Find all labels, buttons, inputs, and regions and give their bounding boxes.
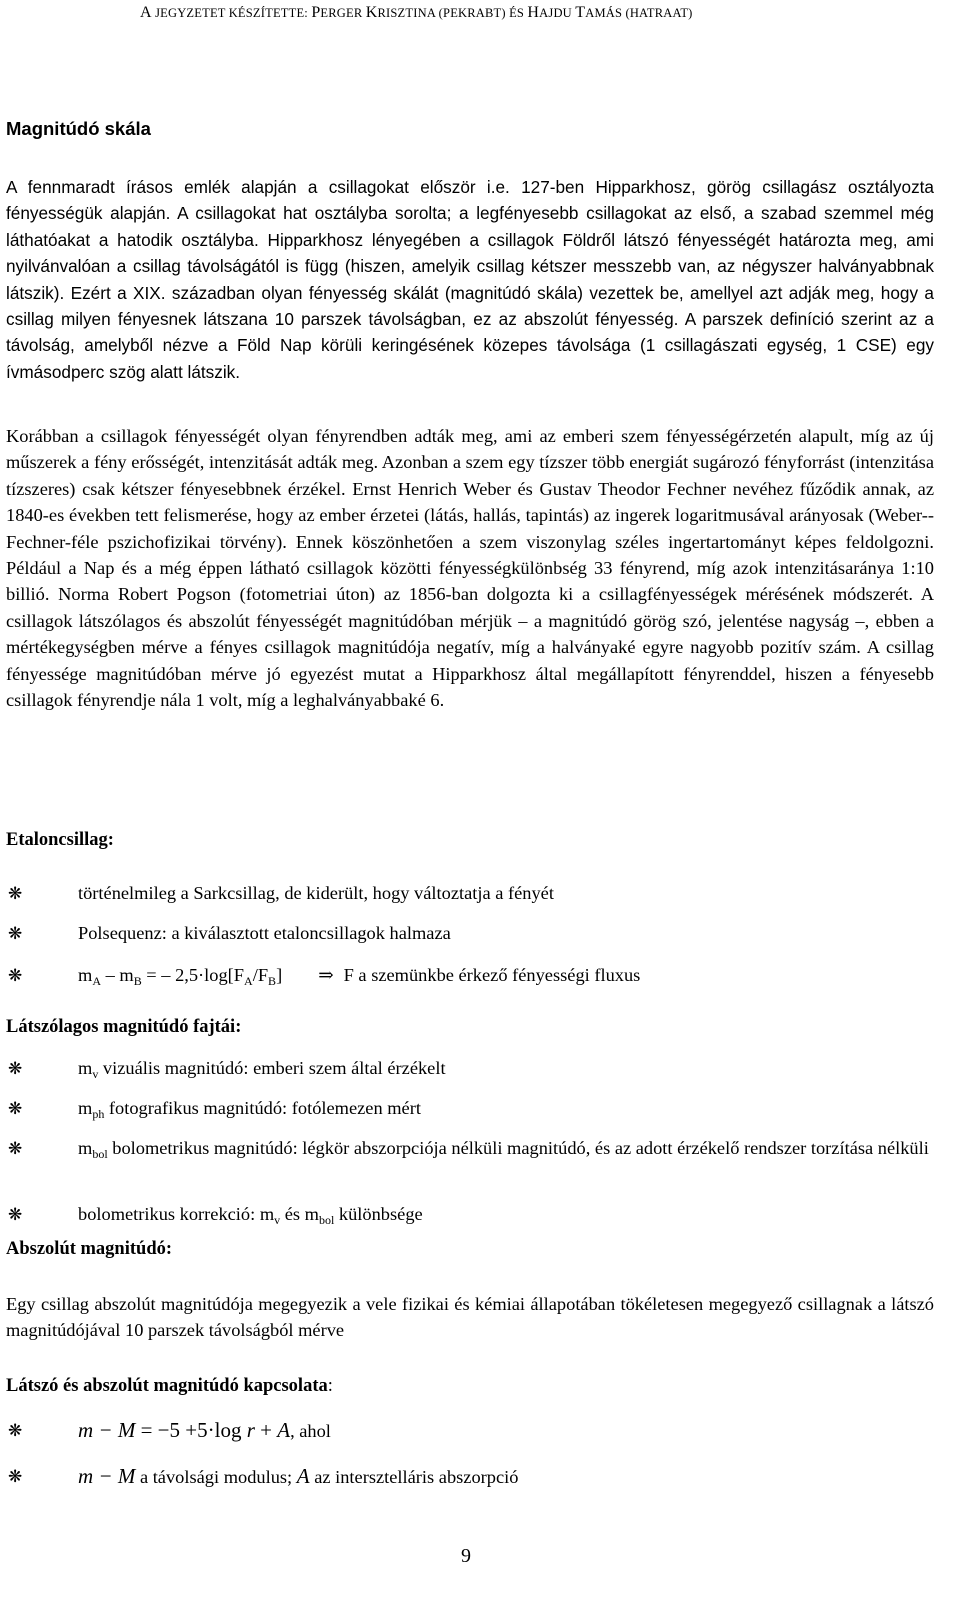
equation-part: , ahol [290, 1421, 331, 1441]
asterisk-bullet-icon: ❋ [8, 924, 23, 943]
item-description: bolometrikus korrekció: m [78, 1204, 275, 1224]
absolute-paragraph: Egy csillag abszolút magnitúdója megegyezik a vele fizikai és kémiai állapotában tökéletesen megegyező csillagnak a látszó magnitúdójával 10 parszek távolságból mérve [6, 1294, 934, 1341]
section-heading-absolute: Abszolút magnitúdó: [6, 1239, 173, 1259]
equation-part: r [246, 1418, 255, 1442]
symbol: m [78, 1058, 93, 1078]
item-description: különbsége [334, 1204, 423, 1224]
asterisk-bullet-icon: ❋ [8, 1099, 23, 1118]
header-text: JEGYZETET KÉSZÍTETTE: [155, 6, 312, 20]
asterisk-bullet-icon: ❋ [8, 1421, 23, 1440]
heading-text: Látszó és abszolút magnitúdó kapcsolata [6, 1376, 328, 1396]
asterisk-bullet-icon: ❋ [8, 1059, 23, 1078]
item-description: és m [280, 1204, 319, 1224]
item-description: fotografikus magnitúdó: fotólemezen mért [104, 1098, 421, 1118]
asterisk-bullet-icon: ❋ [8, 1205, 23, 1224]
formula-subscript: A [92, 974, 101, 988]
formula-part: = – 2,5·log[F [141, 965, 245, 985]
header-text: P [311, 4, 321, 21]
equation-part: m − M [78, 1464, 136, 1488]
list-item-text [78, 1201, 934, 1227]
formula-part: – m [100, 965, 134, 985]
formula-subscript: A [244, 974, 253, 988]
section-heading-etalon: Etaloncsillag: [6, 830, 114, 850]
section-title: Magnitúdó skála [6, 118, 151, 139]
symbol: m [78, 1098, 93, 1118]
section-heading-types: Látszólagos magnitúdó fajtái: [6, 1017, 242, 1037]
equation-part: + [254, 1418, 278, 1442]
equation-part: A [296, 1464, 310, 1488]
symbol-subscript: bol [92, 1147, 108, 1161]
formula-part: /F [252, 965, 269, 985]
asterisk-bullet-icon: ❋ [8, 884, 23, 903]
header-text: K [365, 4, 378, 21]
formula-part: m [78, 965, 93, 985]
symbol-subscript: ph [92, 1107, 105, 1121]
header-text: A [140, 4, 156, 21]
symbol-subscript: v [274, 1213, 281, 1227]
list-item-text [78, 1095, 934, 1121]
asterisk-bullet-icon: ❋ [8, 1467, 23, 1486]
item-description: a távolsági modulus; [135, 1467, 297, 1487]
item-description: az intersztelláris abszorpció [309, 1467, 519, 1487]
formula-part: ] [276, 965, 283, 985]
asterisk-bullet-icon: ❋ [8, 1139, 23, 1158]
header-text: H [527, 4, 540, 21]
header-text: T [575, 4, 586, 21]
intro-paragraph: A fennmaradt írásos emlék alapján a csillagokat először i.e. 127-ben Hipparkhosz, görög csillagász osztályozta fényességük alapján. A csillagokat hat osztályba sorolta; a legfényesebb csillagokat az első, a szabad szemmel még láthatóakat a hatodik osztályba. Hipparkhosz lényegében a csillagok Földről látszó fényességét határozta meg, ami nyilvánvalóan a csillag távolságától is függ (hiszen, amelyik csillag kétszer messzebb van, az négyszer halványabbnak látszik). Ezért a XIX. században olyan fényesség skálát (magnitúdó skála) vezettek be, amellyel azt adják meg, hogy a csillag milyen fényesnek látszana 10 parszek távolságban, ez az abszolút fényesség. A parszek definíció szerint az a távolság, amelyből nézve a Föld Nap körüli keringésének közepes távolsága (1 csillagászati egység, 1 CSE) egy ívmásodperc szög alatt látszik. [6, 177, 934, 382]
asterisk-bullet-icon: ❋ [8, 966, 23, 985]
list-item-text: történelmileg a Sarkcsillag, de kiderült, hogy változtatja a fényét [78, 883, 554, 903]
list-item-text [78, 1135, 934, 1161]
implies-arrow-icon: ⇒ [318, 965, 334, 985]
formula-description: F a szemünkbe érkező fényességi fluxus [343, 965, 641, 985]
equation-part: A [277, 1418, 291, 1442]
history-paragraph: Korábban a csillagok fényességét olyan fényrendben adták meg, ami az emberi szem fényességérzetén alapult, míg az új műszerek a fény erősségét, intenzitását adták meg. Azonban a szem egy tízszer több energiát sugározó fényforrást (intenzitása tízszeres) csak kétszer fényesebbnek érzékel. Ernst Henrich Weber és Gustav Theodor Fechner nevéhez fűződik annak, az 1840-es években tett felismerése, hogy az ember érzetei (látás, hallás, tapintás) az ingerek logaritmusával arányosak (Weber--Fechner-féle pszichofizikai törvény). Ennek köszönhetően a szem viszonylag széles ingertartományt képes feldolgozni. Például a Nap és a még éppen látható csillagok közötti fényességkülönbség 33 fényrend, míg azok intenzitásaránya 1:10 billió. Norma Robert Pogson (fotometriai úton) az 1856-ban dolgozta ki a csillagfényességek mérésének módszerét. A csillagok látszólagos és abszolút fényességét magnitúdóban mérjük – a magnitúdó görög szó, jelentése nagyság –, ebben a mértékegységben mérve a fényes csillagok magnitúdója negatív, míg a halványaké egyre nagyobb pozitív szám. A csillag fényessége magnitúdóban mérve jó egyezést mutat a Hipparkhosz által megállapított fényrenddel, hiszen a fényesebb csillagok fényrendje nála 1 volt, míg a leghalványabbaké 6. [6, 426, 934, 711]
formula-subscript: B [133, 974, 142, 988]
item-description: vizuális magnitúdó: emberi szem által érzékelt [98, 1058, 446, 1078]
equation-part: = −5 +5·log [135, 1418, 247, 1442]
page-header [140, 4, 935, 22]
header-text: ERGER [320, 6, 366, 20]
symbol-subscript: bol [318, 1213, 335, 1227]
heading-colon: : [327, 1376, 333, 1396]
item-description: bolometrikus magnitúdó: légkör abszorpciója nélküli magnitúdó, és az adott érzékelő rendszer torzítása nélküli [107, 1138, 929, 1158]
header-text: AJDU [539, 6, 576, 20]
header-text: AMÁS (HATRAAT) [585, 6, 693, 20]
symbol-subscript: v [92, 1067, 99, 1081]
pogson-formula [78, 962, 934, 988]
section-heading-relation [6, 1376, 333, 1397]
list-item-text [78, 1463, 934, 1490]
formula-subscript: B [268, 974, 277, 988]
list-item-text [78, 1055, 934, 1081]
symbol: m [78, 1138, 93, 1158]
page-number: 9 [461, 1545, 471, 1567]
equation-part: m − M [78, 1418, 136, 1442]
header-text: RISZTINA (PEKRABT) ÉS [377, 6, 528, 20]
distance-modulus-equation [78, 1417, 934, 1444]
list-item-text: Polsequenz: a kiválasztott etaloncsillagok halmaza [78, 923, 451, 943]
